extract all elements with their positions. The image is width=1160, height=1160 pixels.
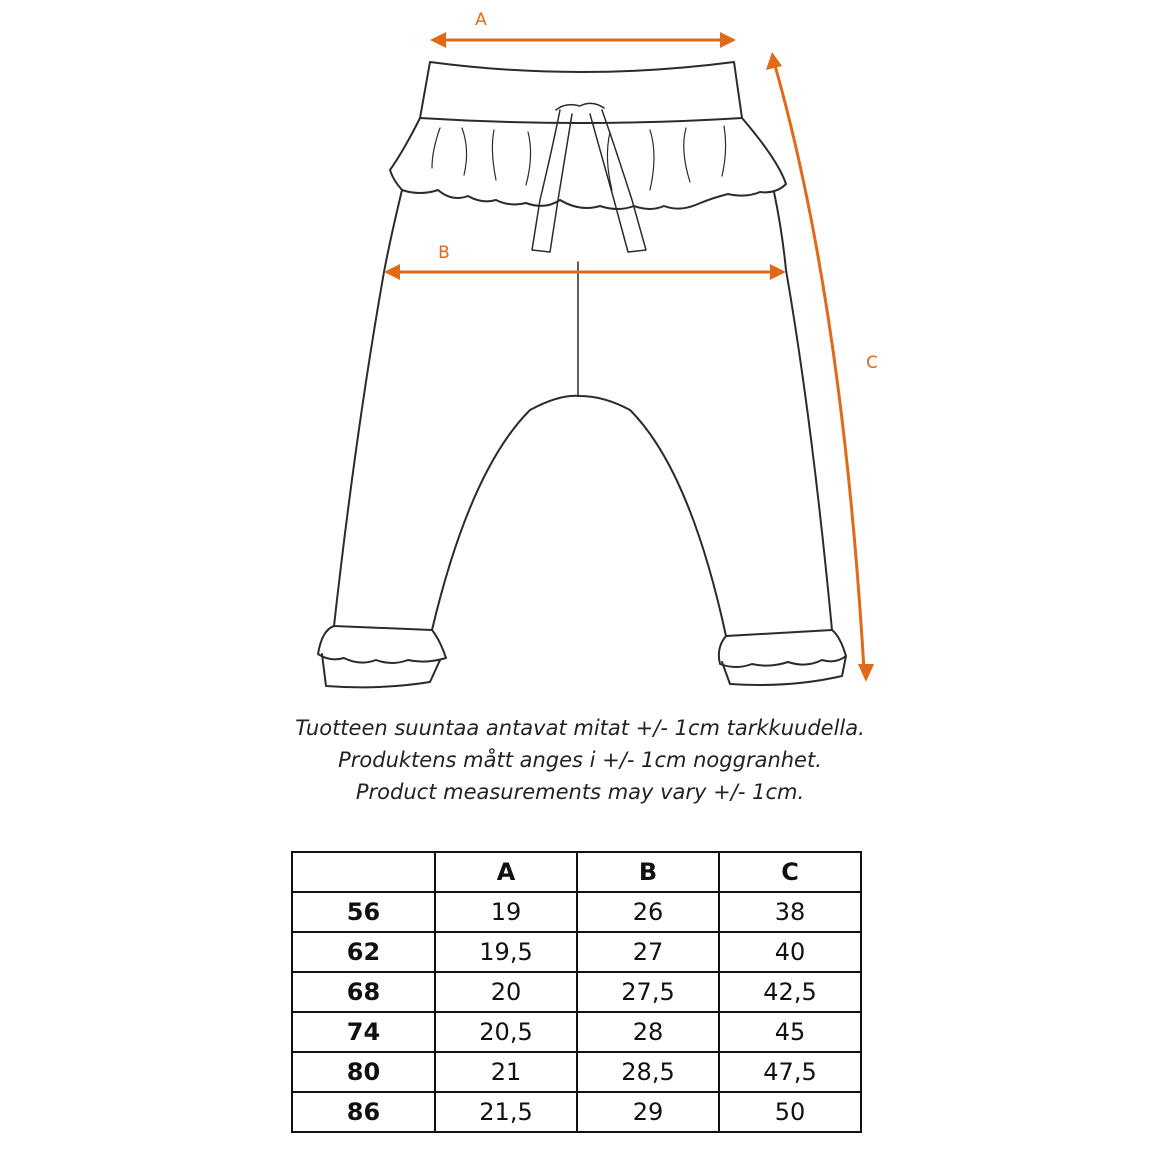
label-c: C: [866, 353, 878, 373]
value-cell-c: 45: [719, 1012, 861, 1052]
value-cell-b: 27: [577, 932, 719, 972]
value-cell-b: 28: [577, 1012, 719, 1052]
value-cell-c: 38: [719, 892, 861, 932]
size-cell: 74: [292, 1012, 435, 1052]
size-table: [291, 851, 862, 1133]
left-cuff-ruffle: [318, 626, 446, 663]
note-line-sv: Produktens mått anges i +/- 1cm noggranhet.: [338, 748, 822, 772]
note-line-fi: Tuotteen suuntaa antavat mitat +/- 1cm tarkkuudella.: [295, 716, 865, 740]
value-cell-b: 26: [577, 892, 719, 932]
value-cell-c: 50: [719, 1092, 861, 1132]
pants-body: [334, 190, 832, 636]
size-cell: 56: [292, 892, 435, 932]
value-cell-a: 19: [435, 892, 577, 932]
header-cell-b: B: [577, 852, 719, 892]
value-cell-b: 29: [577, 1092, 719, 1132]
waist-ruffle: [390, 118, 786, 209]
value-cell-a: 21: [435, 1052, 577, 1092]
size-cell: 68: [292, 972, 435, 1012]
size-cell: 86: [292, 1092, 435, 1132]
table-row: [292, 1092, 861, 1132]
size-cell: 80: [292, 1052, 435, 1092]
table-header-row: [292, 852, 861, 892]
value-cell-a: 20: [435, 972, 577, 1012]
value-cell-b: 28,5: [577, 1052, 719, 1092]
measurement-note: [0, 712, 1160, 808]
drawstring: [532, 103, 646, 252]
value-cell-c: 47,5: [719, 1052, 861, 1092]
value-cell-a: 19,5: [435, 932, 577, 972]
value-cell-c: 42,5: [719, 972, 861, 1012]
value-cell-a: 21,5: [435, 1092, 577, 1132]
pants-outline: [318, 62, 846, 687]
label-a: A: [475, 10, 487, 30]
header-cell-a: A: [435, 852, 577, 892]
header-cell-size: [292, 852, 435, 892]
table-row: [292, 972, 861, 1012]
header-cell-c: C: [719, 852, 861, 892]
value-cell-a: 20,5: [435, 1012, 577, 1052]
table-row: [292, 892, 861, 932]
value-cell-c: 40: [719, 932, 861, 972]
table-row: [292, 1012, 861, 1052]
size-cell: 62: [292, 932, 435, 972]
value-cell-b: 27,5: [577, 972, 719, 1012]
note-line-en: Product measurements may vary +/- 1cm.: [355, 780, 805, 804]
waistband: [420, 62, 742, 123]
table-row: [292, 932, 861, 972]
arrow-c: [774, 62, 864, 670]
label-b: B: [438, 243, 450, 263]
table-row: [292, 1052, 861, 1092]
